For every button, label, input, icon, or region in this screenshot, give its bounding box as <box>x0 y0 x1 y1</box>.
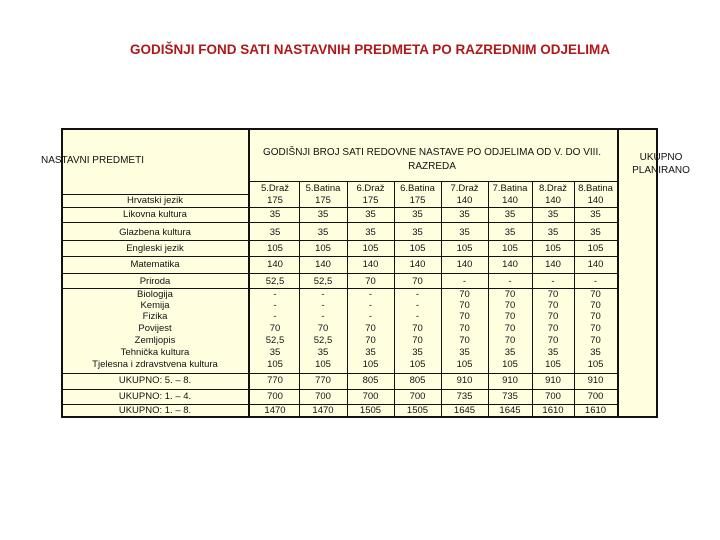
table-cell: 35 <box>504 227 516 238</box>
table-cell: 700 <box>362 391 379 402</box>
table-cell: 735 <box>502 391 518 402</box>
table-cell: 35 <box>459 227 470 238</box>
table-cell: 70 <box>412 276 423 287</box>
row-label: UKUPNO: 1. – 8. <box>118 405 192 416</box>
table-cell: 70 <box>504 311 516 322</box>
column-header: 8.Draž <box>539 183 567 194</box>
hours-header-line2: RAZREDA <box>408 161 456 172</box>
table-cell: 35 <box>317 209 329 220</box>
table-cell: 70 <box>504 323 516 334</box>
table-cell: 105 <box>545 243 561 254</box>
table-cell: 70 <box>365 276 376 287</box>
table-cell: 175 <box>362 195 379 206</box>
row-label: Povijest <box>138 323 172 334</box>
row-label: UKUPNO: 5. – 8. <box>118 375 192 386</box>
table-cell: 105 <box>502 243 518 254</box>
table-cell: 700 <box>545 391 561 402</box>
table-cell: 35 <box>547 227 559 238</box>
table-cell: 910 <box>456 375 473 386</box>
table-cell: 105 <box>409 359 426 370</box>
table-cell: 35 <box>365 227 376 238</box>
table-cell: 35 <box>547 209 559 220</box>
table-cell: 105 <box>315 243 331 254</box>
grid-line <box>61 207 618 208</box>
table-cell: 140 <box>362 259 379 270</box>
table-cell: 175 <box>315 195 331 206</box>
table-cell: 35 <box>365 209 376 220</box>
table-cell: 35 <box>412 347 423 358</box>
table-cell: 805 <box>362 375 379 386</box>
table-cell: 35 <box>547 347 559 358</box>
row-label: Fizika <box>142 311 168 322</box>
table-cell: 105 <box>315 359 331 370</box>
table-cell: 105 <box>456 243 473 254</box>
table-cell: 140 <box>587 195 604 206</box>
table-cell: 70 <box>590 289 601 300</box>
table-cell: 1470 <box>312 405 334 416</box>
table-cell: 70 <box>365 335 376 346</box>
table-cell: - <box>321 311 325 322</box>
table-cell: 70 <box>504 335 516 346</box>
subjects-header: NASTAVNI PREDMETI <box>41 155 144 166</box>
table-cell: 140 <box>545 195 561 206</box>
table-cell: 70 <box>590 311 601 322</box>
table-cell: 1505 <box>406 405 429 416</box>
row-label: Priroda <box>139 276 171 287</box>
table-cell: 1505 <box>359 405 382 416</box>
table-cell: 35 <box>269 347 281 358</box>
table-cell: 105 <box>545 359 561 370</box>
table-cell: 70 <box>590 300 601 311</box>
table-cell: 52,5 <box>313 335 333 346</box>
table-cell: 140 <box>502 259 518 270</box>
table-cell: 700 <box>315 391 331 402</box>
table-cell: 105 <box>267 359 283 370</box>
table-cell: 700 <box>587 391 604 402</box>
table-cell: 175 <box>267 195 283 206</box>
hours-header <box>252 146 612 174</box>
table-cell: 70 <box>459 289 470 300</box>
table-cell: 770 <box>267 375 283 386</box>
table-cell: - <box>273 289 277 300</box>
table-cell: 70 <box>269 323 281 334</box>
table-cell: 1470 <box>264 405 286 416</box>
table-cell: - <box>368 289 373 300</box>
table-cell: 140 <box>456 259 473 270</box>
hours-header-line1: GODIŠNJI BROJ SATI REDOVNE NASTAVE PO ODJELIMA OD V. DO VIII. <box>262 147 602 158</box>
column-header: 8.Batina <box>578 183 613 194</box>
grid-line <box>61 373 618 374</box>
table-cell: 700 <box>267 391 283 402</box>
total-planned-line1: UKUPNO <box>639 152 683 163</box>
table-cell: 35 <box>269 227 281 238</box>
grid-line <box>61 256 618 257</box>
table-cell: 70 <box>547 323 559 334</box>
row-label: Biologija <box>137 289 173 300</box>
grid-line <box>617 129 619 417</box>
column-header: 7.Batina <box>492 183 528 194</box>
table-cell: 140 <box>315 259 331 270</box>
row-label: Engleski jezik <box>126 243 184 254</box>
table-cell: 35 <box>504 209 516 220</box>
table-cell: 700 <box>409 391 426 402</box>
table-cell: - <box>551 276 555 287</box>
table-cell: 105 <box>587 243 604 254</box>
grid-line <box>248 181 618 182</box>
table-cell: 1610 <box>542 405 564 416</box>
table-cell: 70 <box>412 323 423 334</box>
total-planned-line2: PLANIRANO <box>632 165 690 176</box>
table-cell: 105 <box>502 359 518 370</box>
table-cell: 70 <box>547 300 559 311</box>
table-cell: 70 <box>547 335 559 346</box>
table-cell: 70 <box>459 300 470 311</box>
table-cell: - <box>321 300 325 311</box>
row-label: Tjelesna i zdravstvena kultura <box>92 359 218 370</box>
table-cell: 35 <box>590 209 601 220</box>
table-cell: 735 <box>456 391 473 402</box>
table-cell: - <box>415 300 420 311</box>
table-cell: - <box>273 300 277 311</box>
table-cell: 805 <box>409 375 426 386</box>
row-label: Zemljopis <box>134 335 176 346</box>
table-cell: - <box>368 300 373 311</box>
table-cell: 35 <box>504 347 516 358</box>
table-cell: 105 <box>362 359 379 370</box>
page-title: GODIŠNJI FOND SATI NASTAVNIH PREDMETA PO RAZREDNIM ODJELIMA <box>129 42 610 57</box>
grid-line <box>61 240 618 241</box>
row-label: Glazbena kultura <box>119 227 191 238</box>
table-cell: 1610 <box>584 405 607 416</box>
table-cell: 140 <box>456 195 473 206</box>
total-planned-header <box>631 151 691 177</box>
table-cell: 35 <box>269 209 281 220</box>
column-header: 6.Batina <box>400 183 435 194</box>
table-cell: 910 <box>587 375 604 386</box>
table-cell: 140 <box>502 195 518 206</box>
table-cell: - <box>415 311 420 322</box>
table-cell: 70 <box>504 300 516 311</box>
table-cell: 52,5 <box>313 276 333 287</box>
row-label: UKUPNO: 1. – 4. <box>118 391 192 402</box>
table-cell: 105 <box>267 243 283 254</box>
table-cell: 105 <box>362 243 379 254</box>
table-cell: - <box>368 311 373 322</box>
table-cell: 105 <box>409 243 426 254</box>
table-cell: - <box>273 311 277 322</box>
table-cell: 70 <box>590 335 601 346</box>
table-cell: - <box>321 289 325 300</box>
table-cell: 105 <box>587 359 604 370</box>
column-header: 6.Draž <box>356 183 385 194</box>
row-label: Likovna kultura <box>123 209 187 220</box>
table-cell: 35 <box>412 227 423 238</box>
table-cell: 770 <box>315 375 331 386</box>
table-cell: 35 <box>590 347 601 358</box>
grid-line <box>61 389 618 390</box>
table-cell: 105 <box>456 359 473 370</box>
table-cell: 70 <box>459 323 470 334</box>
column-header: 7.Draž <box>450 183 479 194</box>
table-cell: 70 <box>412 335 423 346</box>
row-label: Tehnička kultura <box>120 347 190 358</box>
table-cell: 35 <box>317 347 329 358</box>
table-cell: 140 <box>267 259 283 270</box>
table-cell: 52,5 <box>265 276 285 287</box>
column-header: 5.Draž <box>261 183 289 194</box>
table-cell: 70 <box>547 289 559 300</box>
table-cell: 910 <box>502 375 518 386</box>
table-cell: - <box>462 276 467 287</box>
table-cell: 1645 <box>453 405 476 416</box>
grid-line <box>61 222 618 223</box>
table-cell: 910 <box>545 375 561 386</box>
table-cell: 35 <box>412 209 423 220</box>
table-cell: 175 <box>409 195 426 206</box>
table-cell: - <box>593 276 598 287</box>
table-cell: 70 <box>317 323 329 334</box>
column-header: 5.Batina <box>305 183 341 194</box>
table-cell: 35 <box>317 227 329 238</box>
table-cell: 140 <box>409 259 426 270</box>
table-cell: - <box>415 289 420 300</box>
table-cell: 70 <box>504 289 516 300</box>
table-cell: 70 <box>459 335 470 346</box>
table-cell: 140 <box>587 259 604 270</box>
row-label: Kemija <box>140 300 170 311</box>
row-label: Matematika <box>130 259 180 270</box>
table-cell: 35 <box>459 209 470 220</box>
grid-line <box>61 273 618 274</box>
row-label: Hrvatski jezik <box>127 195 183 206</box>
table-cell: 35 <box>590 227 601 238</box>
table-cell: 140 <box>545 259 561 270</box>
table-cell: 35 <box>365 347 376 358</box>
table-cell: 1645 <box>499 405 521 416</box>
table-cell: - <box>508 276 512 287</box>
table-cell: 70 <box>590 323 601 334</box>
table-cell: 52,5 <box>265 335 285 346</box>
table-cell: 70 <box>459 311 470 322</box>
table-cell: 70 <box>365 323 376 334</box>
table-cell: 70 <box>547 311 559 322</box>
table-cell: 35 <box>459 347 470 358</box>
